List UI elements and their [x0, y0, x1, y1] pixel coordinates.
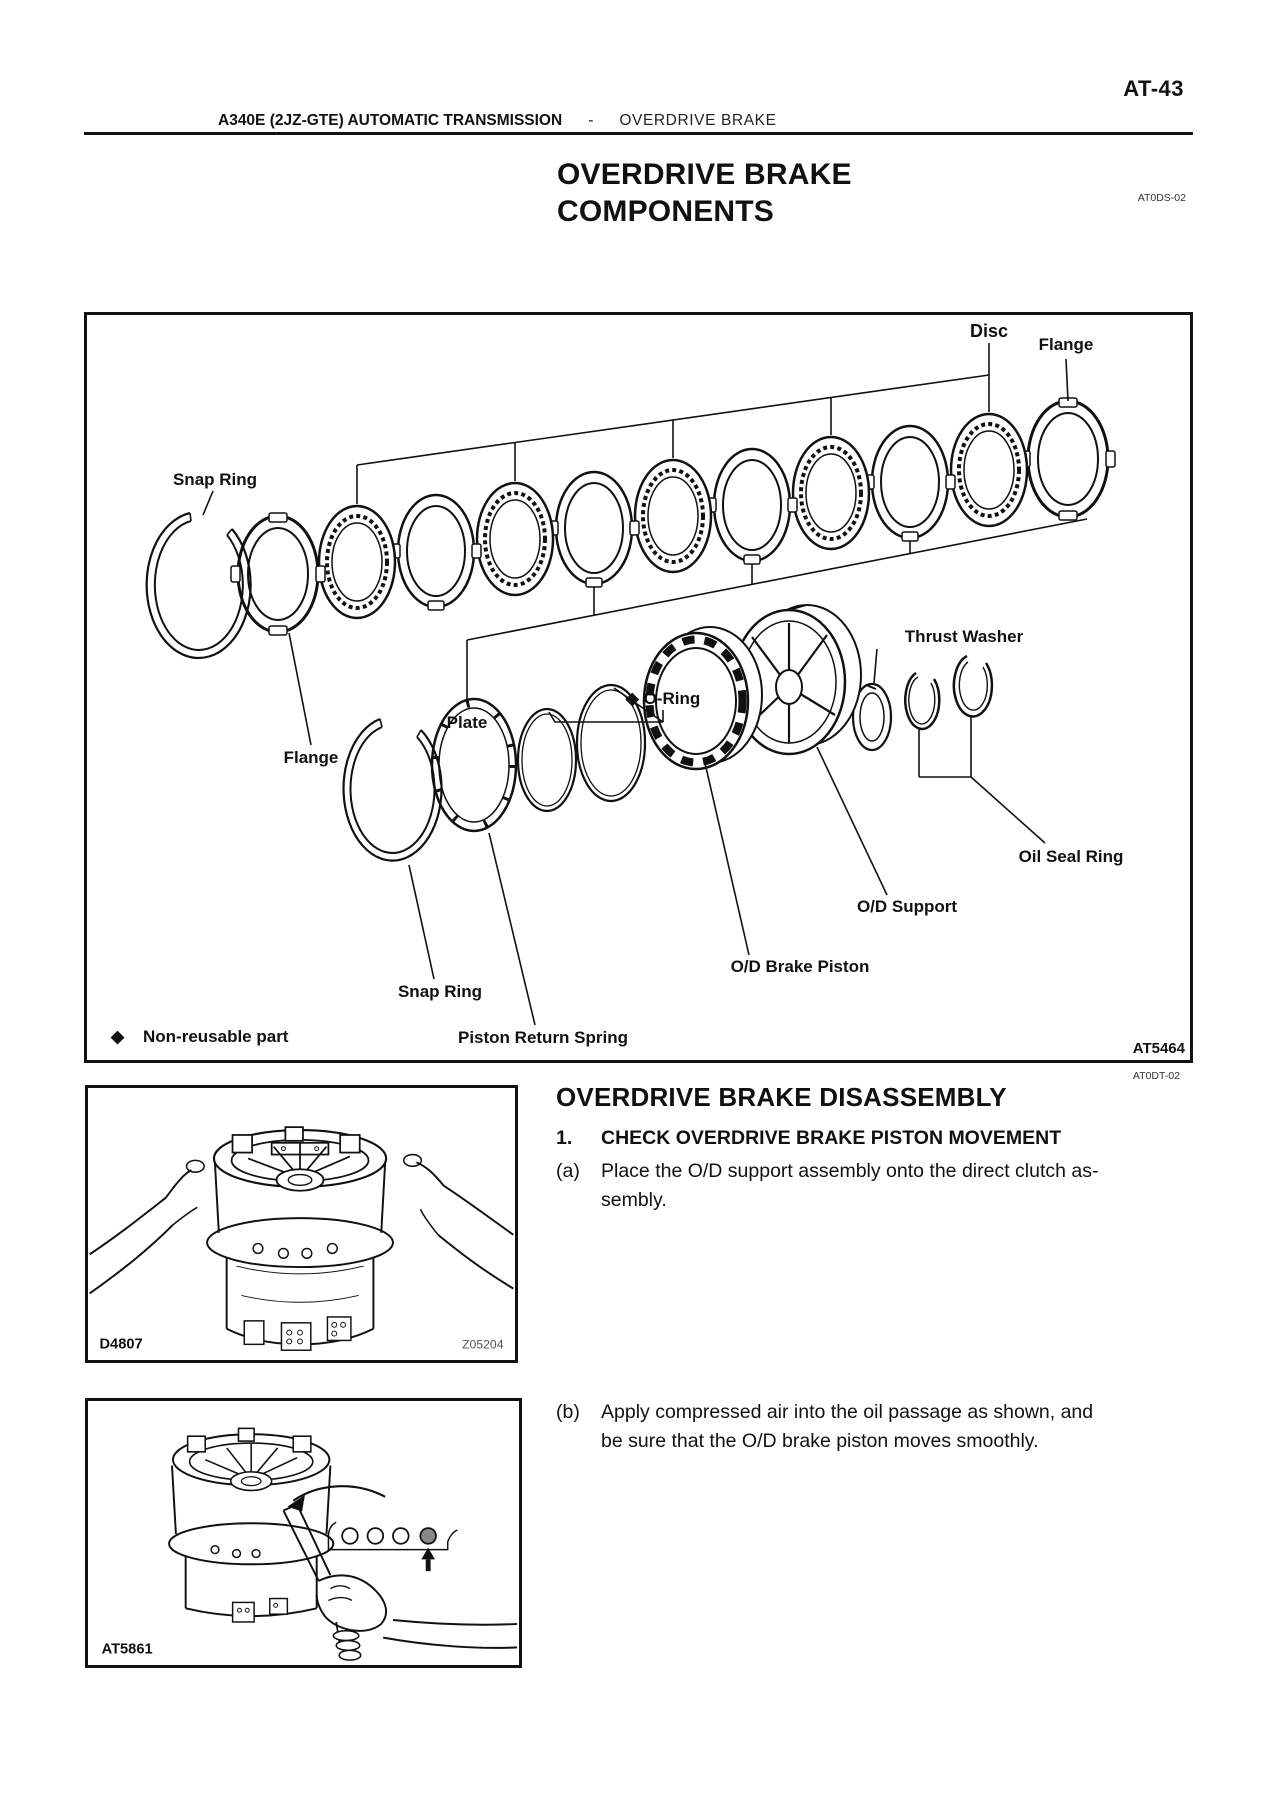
label-piston-return-spring: Piston Return Spring	[458, 1028, 628, 1047]
figure-code-at5464: AT5464	[1132, 1040, 1185, 1057]
substep-a-text	[601, 1157, 1099, 1215]
label-flange-top: Flange	[1038, 335, 1094, 354]
piston-row-parts	[344, 605, 992, 861]
components-title-line2: COMPONENTS	[557, 195, 775, 228]
substep-b-line1: Apply compressed air into the oil passage as shown, and	[601, 1401, 1094, 1423]
oil-hole-highlighted	[420, 1528, 436, 1544]
label-o-ring: ◆ O-Ring	[625, 689, 701, 708]
flange-part-right	[1021, 398, 1115, 520]
oil-hole	[368, 1528, 384, 1544]
substep-a-line1: Place the O/D support assembly onto the direct clutch as-	[601, 1160, 1099, 1182]
substep-b	[556, 1398, 1196, 1456]
substep-a	[556, 1157, 1196, 1215]
components-title	[557, 156, 852, 230]
clutch-pack-parts	[147, 398, 1115, 658]
oil-seal-ring-part-2	[954, 656, 992, 716]
substep-a-line2: sembly.	[601, 1189, 667, 1211]
label-disc: Disc	[969, 321, 1009, 341]
step-1-number: 1.	[556, 1127, 573, 1149]
substep-b-text	[601, 1398, 1093, 1456]
clutch-drum-art	[207, 1127, 393, 1350]
plate-part	[865, 426, 955, 541]
page-number: AT-43	[1123, 76, 1184, 101]
figure-1-code-right: Z05204	[462, 1337, 504, 1352]
label-thrust-washer: Thrust Washer	[904, 627, 1024, 646]
step-1-title: CHECK OVERDRIVE BRAKE PISTON MOVEMENT	[601, 1127, 1062, 1149]
disc-part	[477, 483, 553, 595]
legend-text: Non-reusable part	[143, 1027, 289, 1046]
disc-part	[319, 506, 395, 618]
label-od-support: O/D Support	[856, 897, 958, 916]
figure-2-illustration	[88, 1401, 519, 1665]
running-header-dash: -	[588, 112, 594, 129]
substep-b-line2: be sure that the O/D brake piston moves smoothly.	[601, 1430, 1039, 1452]
disassembly-code: AT0DT-02	[1132, 1070, 1180, 1082]
snap-ring-part-bottom	[344, 719, 442, 861]
plate-part	[549, 472, 639, 587]
label-snap-ring-bottom: Snap Ring	[397, 982, 483, 1001]
substep-a-letter: (a)	[556, 1160, 580, 1182]
figure-2-code: AT5861	[101, 1641, 153, 1658]
label-flange-left: Flange	[283, 748, 339, 767]
snap-ring-part-top	[147, 513, 251, 658]
running-header	[218, 112, 777, 130]
running-header-section: OVERDRIVE BRAKE	[619, 112, 777, 129]
curved-arrow-head-icon	[287, 1495, 305, 1512]
substep-b-letter: (b)	[556, 1401, 580, 1423]
clutch-drum-art-2	[169, 1428, 333, 1622]
figure-1-code: D4807	[99, 1336, 143, 1353]
step-1	[556, 1124, 1196, 1153]
label-oil-seal-ring: Oil Seal Ring	[1018, 847, 1124, 866]
figure-1-box	[85, 1085, 518, 1363]
label-snap-ring-top: Snap Ring	[172, 470, 258, 489]
label-plate: Plate	[446, 713, 488, 732]
oil-seal-ring-part-1	[905, 673, 939, 729]
components-code: AT0DS-02	[1137, 192, 1186, 204]
components-diagram-box	[84, 312, 1193, 1063]
components-title-line1: OVERDRIVE BRAKE	[557, 158, 852, 191]
components-diagram	[87, 315, 1190, 1060]
plate-part	[707, 449, 797, 564]
legend-diamond-icon: ◆	[111, 1027, 125, 1046]
label-od-brake-piston: O/D Brake Piston	[730, 957, 870, 976]
disc-part	[635, 460, 711, 572]
oil-passage-detail	[328, 1522, 457, 1571]
oil-hole	[342, 1528, 358, 1544]
figure-2-box	[85, 1398, 522, 1668]
air-gun-and-hand-art	[283, 1486, 517, 1660]
disc-part	[951, 414, 1027, 526]
disassembly-heading: OVERDRIVE BRAKE DISASSEMBLY	[556, 1082, 1007, 1112]
header-rule	[84, 132, 1193, 135]
running-header-model: A340E (2JZ-GTE) AUTOMATIC TRANSMISSION	[218, 112, 563, 129]
up-arrow-stem	[426, 1559, 431, 1571]
figure-1-illustration	[88, 1088, 515, 1360]
disc-part	[793, 437, 869, 549]
oil-hole	[393, 1528, 409, 1544]
plate-part	[391, 495, 481, 610]
o-ring-part-small	[518, 709, 576, 811]
